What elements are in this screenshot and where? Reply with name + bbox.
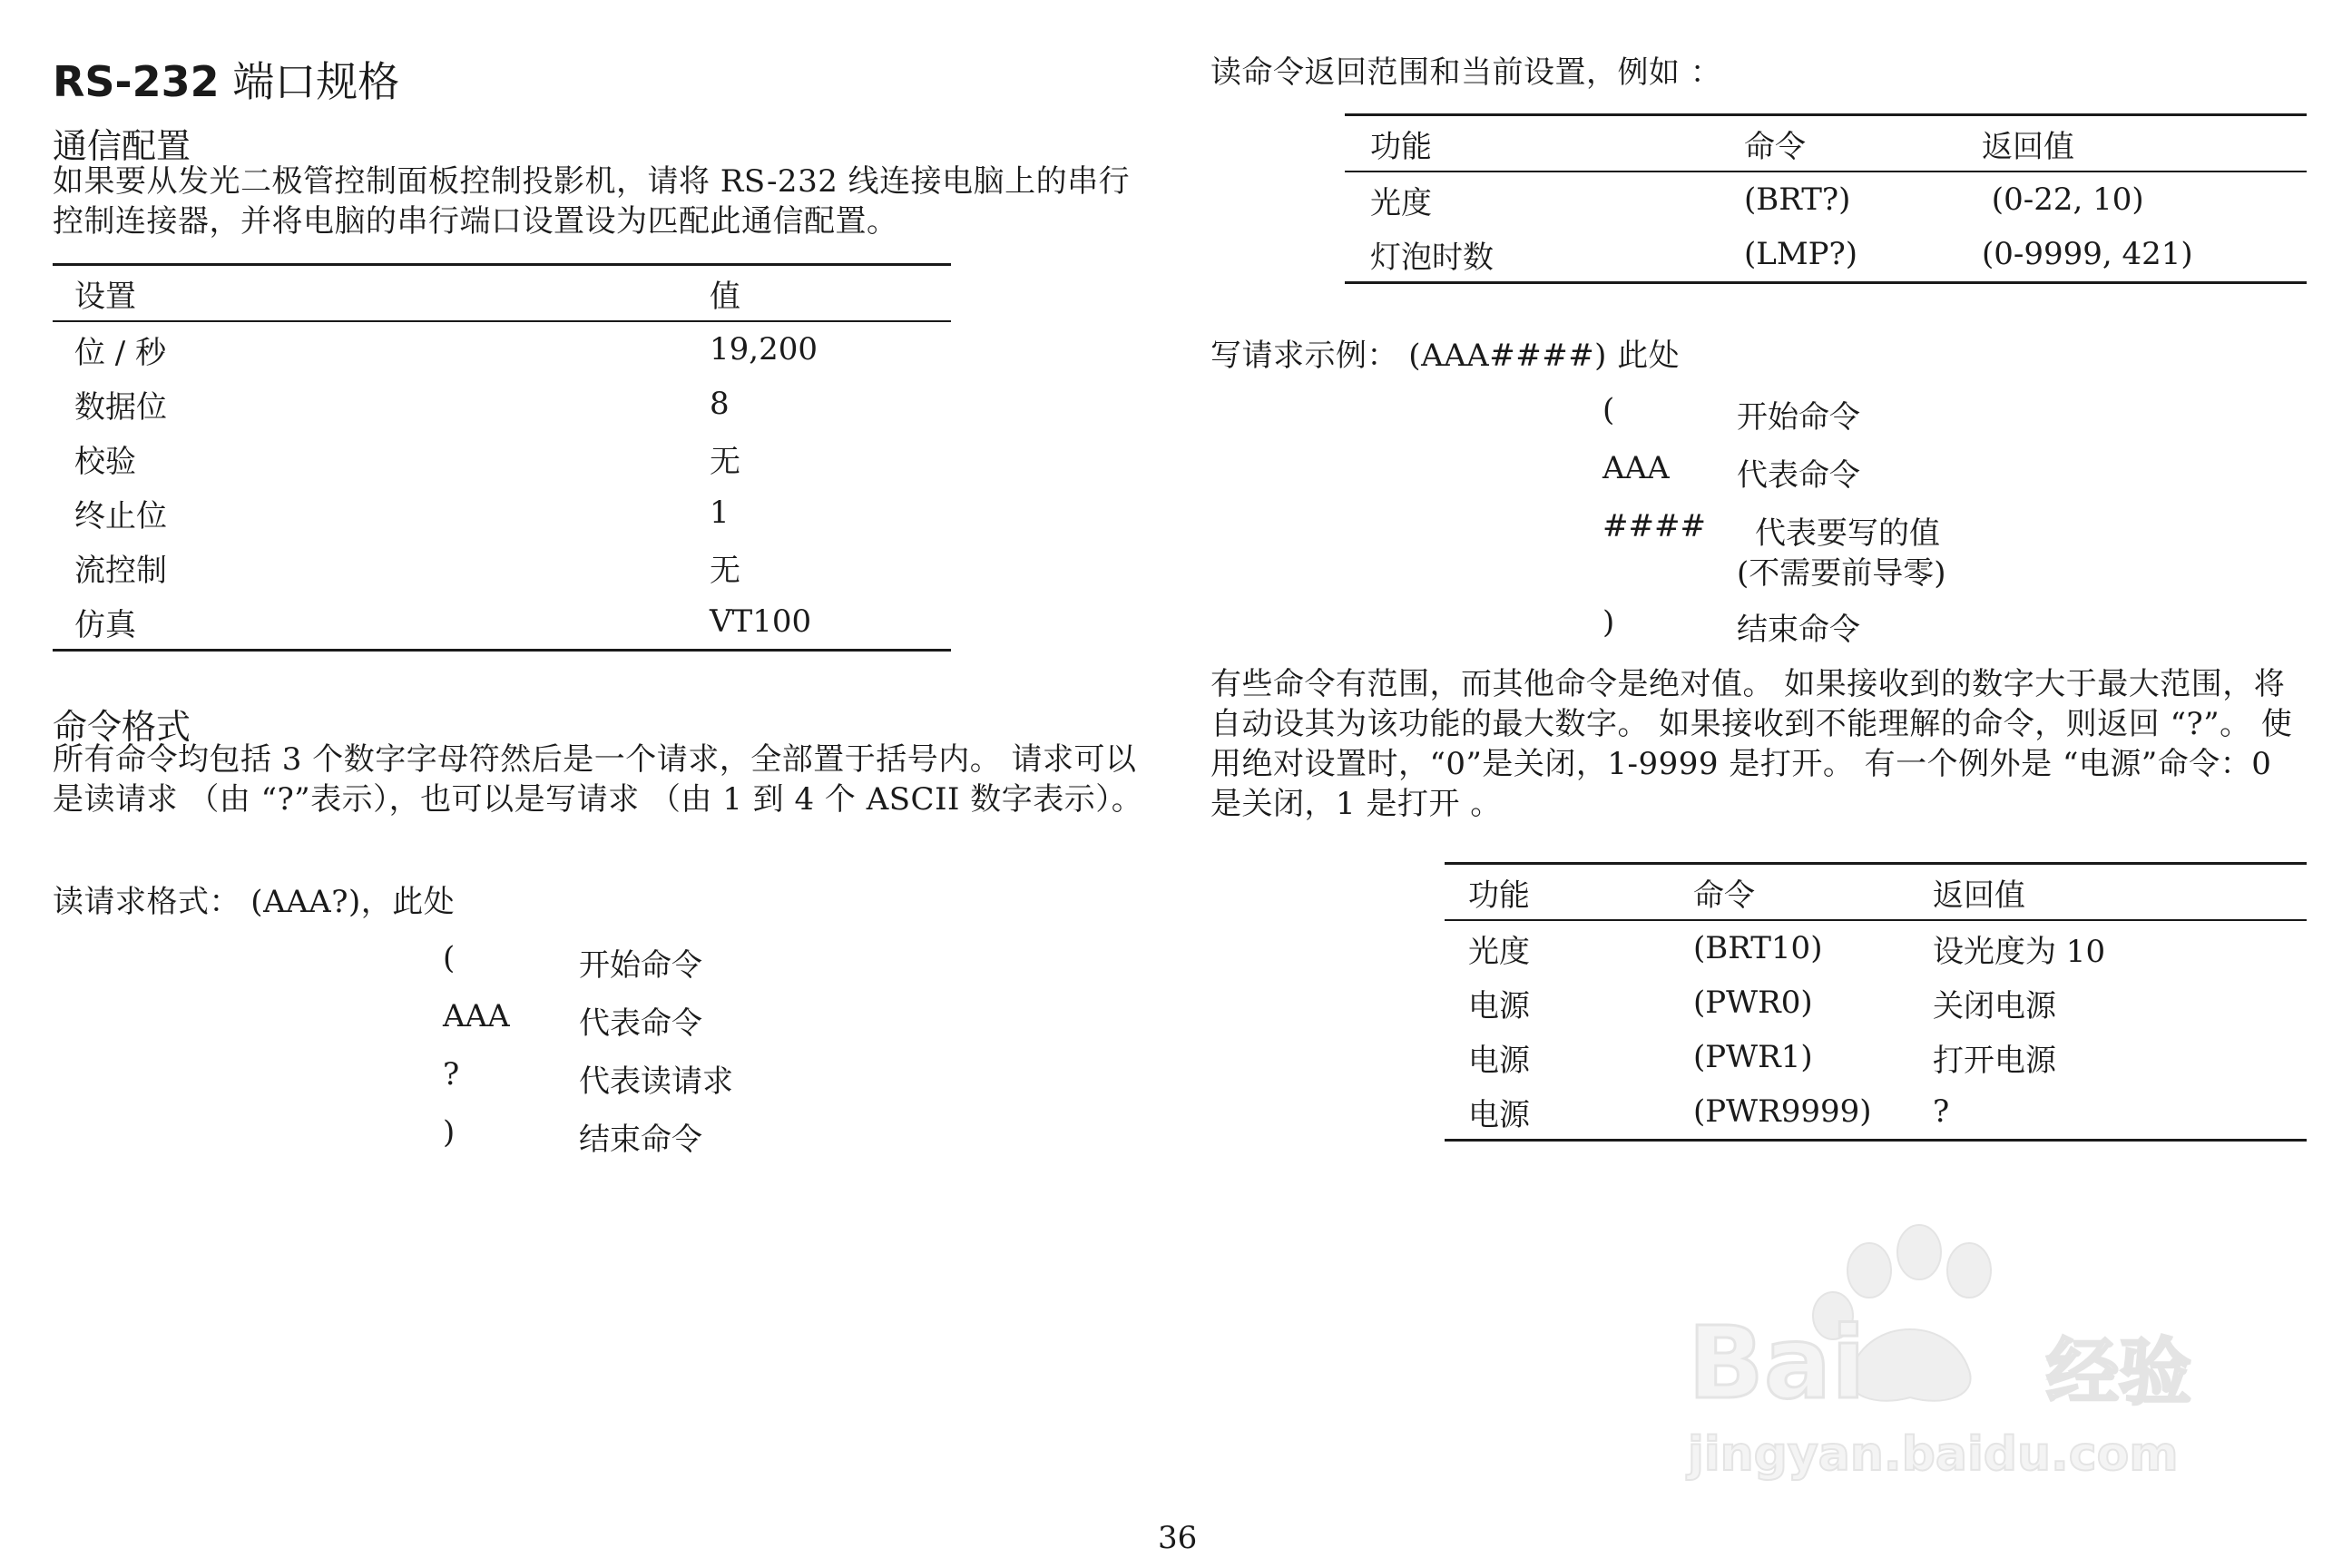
header-return: 返回值 — [1982, 128, 2074, 165]
read-format-label: 读请求格式： (AAA?)，此处 — [53, 884, 456, 920]
table-row — [53, 594, 951, 651]
format-desc: 结束命令 — [1737, 612, 1860, 648]
write-table-header — [1445, 864, 2307, 921]
return-cell: (0-22, 10) — [1982, 181, 2144, 218]
write-format-list — [1602, 392, 2147, 655]
format-desc: 代表命令 — [1737, 457, 1860, 494]
setting-cell: 数据位 — [74, 388, 167, 426]
write-format-label: 写请求示例： (AAA####) 此处 — [1210, 338, 1681, 374]
header-setting: 设置 — [74, 278, 136, 315]
read-command-table — [1345, 113, 2307, 284]
format-desc: 结束命令 — [579, 1122, 702, 1158]
format-desc: 代表读请求 — [579, 1063, 733, 1100]
settings-table — [53, 263, 951, 652]
function-cell: 电源 — [1468, 1096, 1530, 1133]
setting-cell: 流控制 — [74, 552, 167, 589]
settings-table-header — [53, 265, 951, 322]
format-symbol: ( — [443, 940, 456, 976]
format-symbol: ) — [443, 1114, 456, 1151]
format-desc: 开始命令 — [579, 947, 702, 984]
header-function: 功能 — [1370, 128, 1432, 165]
setting-cell: 位 / 秒 — [74, 334, 167, 371]
command-format-paragraph: 所有命令均包括 3 个数字字母符然后是一个请求，全部置于括号内。 请求可以是读请求 （由 “?”表示），也可以是写请求 （由 1 到 4 个 ASCII 数字表示）。 — [53, 741, 1143, 818]
command-cell: (PWR1) — [1693, 1039, 1813, 1075]
table-row — [1445, 1030, 2307, 1084]
return-cell: 关闭电源 — [1933, 987, 2056, 1024]
format-symbol: AAA — [443, 998, 510, 1034]
table-row — [1445, 1084, 2307, 1141]
svg-text:Bai: Bai — [1688, 1305, 1866, 1421]
command-cell: (BRT10) — [1693, 930, 1823, 966]
command-cell: (PWR0) — [1693, 985, 1813, 1021]
svg-text:jingyan.baidu.com: jingyan.baidu.com — [1688, 1427, 2179, 1482]
table-row — [53, 540, 951, 594]
value-cell: 19,200 — [710, 331, 818, 368]
format-symbol: ? — [443, 1056, 460, 1093]
function-cell: 电源 — [1468, 987, 1530, 1024]
table-row — [53, 321, 951, 377]
paw-icon — [1670, 1216, 2232, 1488]
function-cell: 灯泡时数 — [1370, 239, 1494, 276]
table-row — [1445, 975, 2307, 1030]
section-title-rest: 端口规格 — [219, 57, 400, 106]
function-cell: 电源 — [1468, 1042, 1530, 1079]
write-command-table — [1445, 862, 2307, 1142]
section-title — [53, 49, 399, 109]
header-command: 命令 — [1744, 128, 1806, 165]
command-cell: (BRT?) — [1744, 181, 1851, 218]
section-title-bold: RS-232 — [53, 57, 220, 106]
header-value: 值 — [710, 278, 740, 315]
read-intro: 读命令返回范围和当前设置，例如 ： — [1210, 54, 1722, 91]
table-row — [1345, 172, 2307, 227]
comm-config-title: 通信配置 — [53, 126, 191, 166]
return-cell: ? — [1933, 1093, 1950, 1130]
table-row — [53, 485, 951, 540]
command-format-title: 命令格式 — [53, 707, 191, 747]
read-format-list — [443, 940, 897, 1167]
return-cell: 打开电源 — [1933, 1042, 2056, 1079]
value-cell: 无 — [710, 552, 740, 589]
table-row — [1445, 920, 2307, 975]
table-row — [53, 431, 951, 485]
value-cell: VT100 — [710, 603, 812, 640]
table-row — [1345, 227, 2307, 283]
header-function: 功能 — [1468, 877, 1530, 914]
header-command: 命令 — [1693, 877, 1755, 914]
setting-cell: 仿真 — [74, 606, 136, 643]
format-desc: 代表命令 — [579, 1005, 702, 1042]
page-number: 36 — [1158, 1520, 1198, 1556]
format-desc: 开始命令 — [1737, 399, 1860, 436]
comm-config-paragraph: 如果要从发光二极管控制面板控制投影机，请将 RS-232 线连接电脑上的串行控制连接器，并将电脑的串行端口设置设为匹配此通信配置。 — [53, 163, 1131, 240]
format-symbol: ) — [1602, 604, 1615, 641]
function-cell: 光度 — [1468, 933, 1530, 970]
setting-cell: 终止位 — [74, 497, 167, 534]
value-cell: 1 — [710, 495, 730, 531]
range-paragraph: 有些命令有范围，而其他命令是绝对值。 如果接收到的数字大于最大范围，将自动设其为该功能的最大数字。 如果接收到不能理解的命令，则返回 “?”。 使用绝对设置时，“0”是关闭，1-9999 是打开。 有一个例外是 “电源”命令：0 是关闭，1 是打开 。 — [1210, 666, 2293, 822]
format-desc-note: (不需要前导零) — [1737, 555, 1946, 592]
read-table-header — [1345, 115, 2307, 172]
format-symbol: AAA — [1602, 450, 1670, 486]
command-cell: (LMP?) — [1744, 236, 1858, 272]
function-cell: 光度 — [1370, 184, 1432, 221]
command-cell: (PWR9999) — [1693, 1093, 1872, 1130]
value-cell: 无 — [710, 443, 740, 480]
return-cell: (0-9999, 421) — [1982, 236, 2193, 272]
header-return: 返回值 — [1933, 877, 2025, 914]
svg-text:经验: 经验 — [2046, 1330, 2191, 1415]
table-row — [53, 377, 951, 431]
return-cell: 设光度为 10 — [1933, 933, 2106, 970]
setting-cell: 校验 — [74, 443, 136, 480]
format-symbol: #### — [1602, 508, 1706, 544]
format-symbol: ( — [1602, 392, 1615, 428]
baidu-watermark — [1670, 1216, 2232, 1488]
value-cell: 8 — [710, 386, 730, 422]
format-desc: 代表要写的值 — [1755, 515, 1940, 552]
